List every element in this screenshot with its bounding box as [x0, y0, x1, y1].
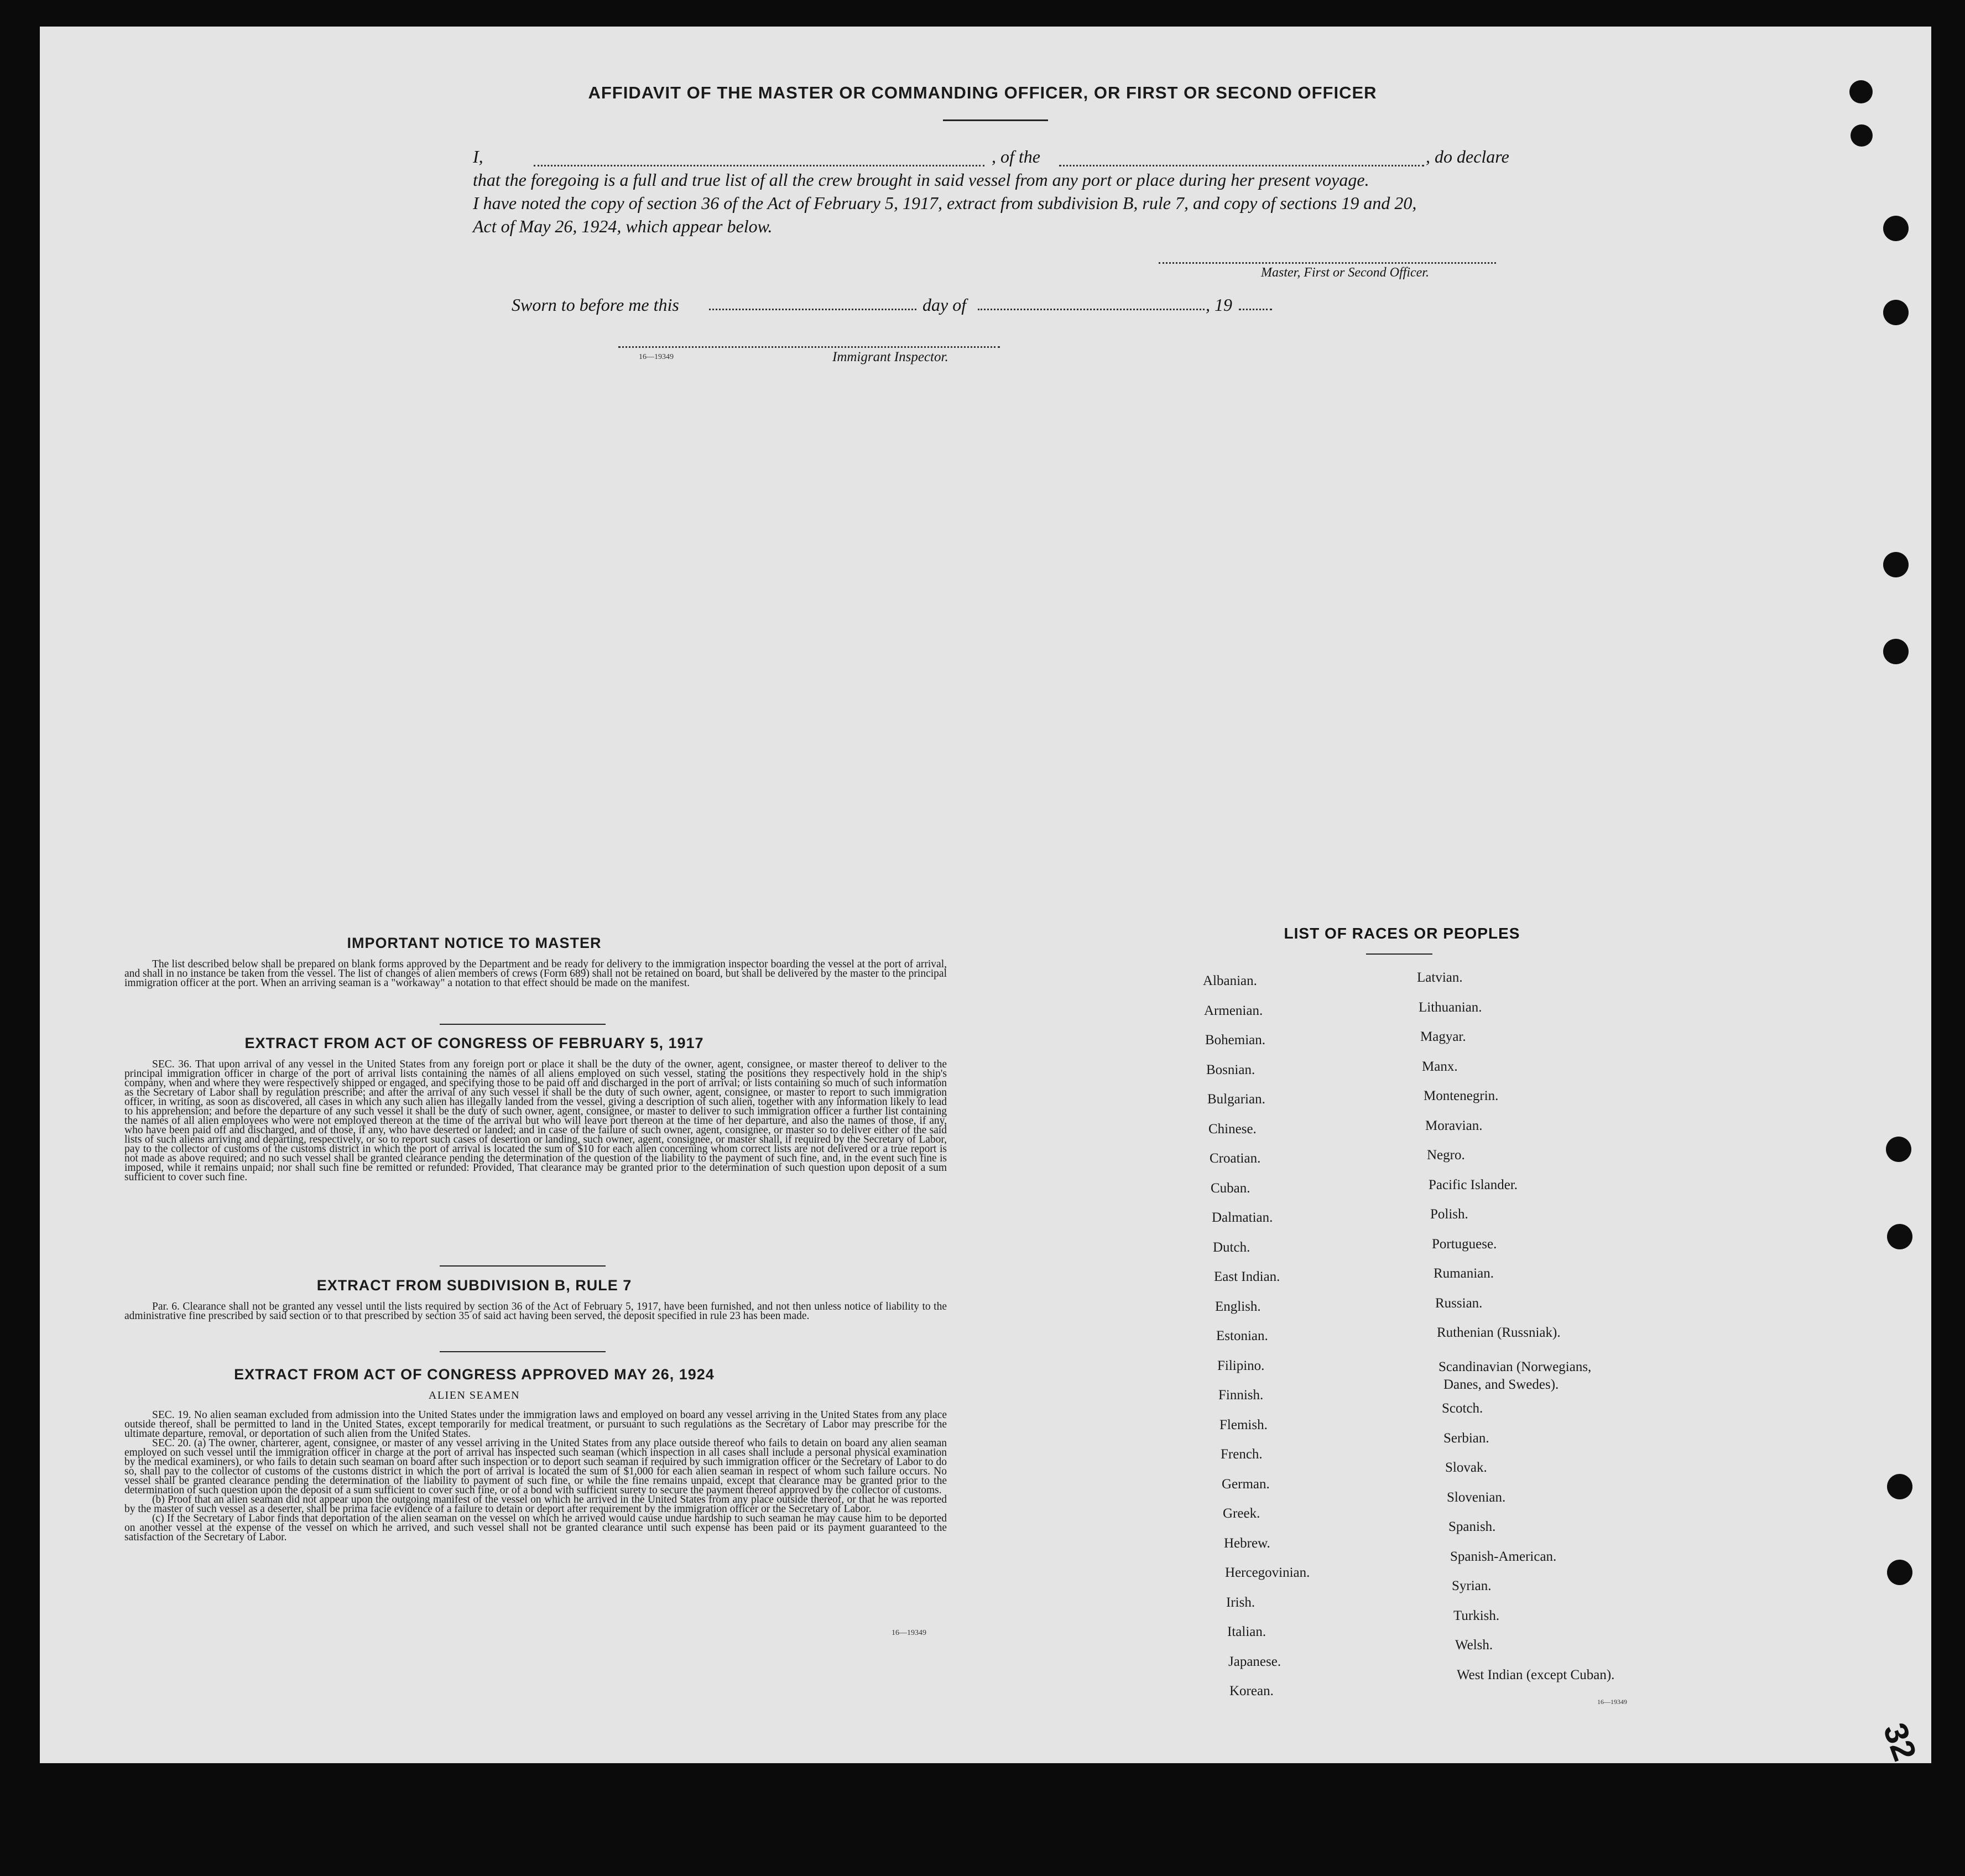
- sworn-day-field[interactable]: [709, 309, 916, 310]
- extract-1924-text: [124, 1410, 947, 1542]
- sec-36-paragraph: SEC. 36. That upon arrival of any vessel in the United States from any foreign port or place it shall be the duty of the owner, agent, consignee, or master thereof to deliver to the principal immigration officer in charge of the port of arrival lists containing the names of all aliens employed on such vessel, stating the positions they respectively hold in the ship's company, when and where they were respectively shipped or engaged, and specifying those to be paid off and discharged in the port of arrival; or lists containing so much of such information as the Secretary of Labor shall by regulation prescribe; and after the arrival of any such vessel it shall be the duty of such owner, agent, consignee, or master to report to such immigration officer, in writing, as soon as discovered, all cases in which any such alien has illegally landed from the vessel, giving a description of such alien, together with any information likely to lead to his apprehension; and before the departure of any such vessel it shall be the duty of such owner, agent, consignee, or master to deliver to such immigration officer a further list containing the names of all alien employees who were not employed thereon at the time of the arrival but who will leave port thereon at the time of her departure, and also the names of those, if any, who have been paid off and discharged, and of those, if any, who have deserted or landed; and in case of the failure of such owner, agent, consignee, or master so to deliver either of the said lists of such aliens arriving and departing, respectively, or so to report such cases of desertion or landing, such owner, agent, consignee, or master shall, if required by the Secretary of Labor, pay to the collector of customs of the customs district in which the port of arrival is located the sum of $10 for each alien concerning whom correct lists are not delivered or a true report is not made as above required; and no such vessel shall be granted clearance pending the determination of the question of the liability to the payment of such fine, and, in the event such fine is imposed, while it remains unpaid; nor shall such fine be remitted or refunded: Provided, That clearance may be granted prior to the determination of such question upon deposit of a sum sufficient to cover such fine.: [124, 1059, 947, 1183]
- punch-hole: [1883, 552, 1909, 577]
- sworn-month-field[interactable]: [978, 309, 1205, 310]
- notice-paragraph: The list described below shall be prepared on blank forms approved by the Department and be ready for delivery to the immigration inspector boarding the vessel at the port of arrival, and shall in no instance be taken from the vessel. The list of changes of alien members of crews (Form 689) shall not be retained on board, but shall be delivered by the master to the principal immigration officer at the port. When an arriving seaman is a "workaway" a notation to that effect should be made on the manifest.: [124, 958, 947, 989]
- sec-20a-paragraph: SEC. 20. (a) The owner, charterer, agent, consignee, or master of any vessel arriving in the United States from any place outside thereof who fails to detain on board any alien seaman employed on such vessel until the immigration officer in charge at the port of arrival has inspected such seaman (which inspection in all cases shall include a personal physical examination by the medical examiners), or who fails to detain such seaman on board after such inspection or to deport such seaman if required by such immigration officer or the Secretary of Labor to do so, shall pay to the collector of customs of the customs district in which the port of arrival is located the sum of $1,000 for each alien seaman in respect of whom such failure occurs. No vessel shall be granted clearance pending the determination of the liability to payment of such fine, or while the fine remains unpaid, except that clearance may be granted prior to the determination of such question upon the deposit of a sum sufficient to cover such fine, or of a bond with sufficient surety to secure the payment thereof approved by the collector of customs.: [124, 1437, 947, 1496]
- race-item: Latvian.: [1417, 970, 1463, 985]
- race-item: Russian.: [1435, 1296, 1483, 1311]
- race-item: Croatian.: [1210, 1151, 1261, 1166]
- race-item: Bulgarian.: [1207, 1092, 1265, 1107]
- of-the-label: , of the: [992, 147, 1040, 166]
- inspector-label: Immigrant Inspector.: [832, 350, 948, 364]
- race-item: East Indian.: [1214, 1269, 1280, 1284]
- par-6-paragraph: Par. 6. Clearance shall not be granted any vessel until the lists required by section 36 of the Act of February 5, 1917, have been furnished, and not then unless notice of liability to the administrative fine prescribed by said section or to that prescribed by section 35 of said act having been served, the deposit specified in rule 23 has been made.: [124, 1301, 947, 1322]
- race-item: Albanian.: [1203, 973, 1257, 988]
- declaration-line-4: Act of May 26, 1924, which appear below.: [473, 216, 773, 236]
- extract-1917-title: EXTRACT FROM ACT OF CONGRESS OF FEBRUARY 5, 1917: [244, 1035, 704, 1051]
- race-item: Turkish.: [1453, 1608, 1500, 1623]
- race-item: Slovak.: [1445, 1460, 1487, 1475]
- race-item: Portuguese.: [1432, 1237, 1497, 1252]
- race-item: Dalmatian.: [1212, 1210, 1273, 1225]
- vessel-field[interactable]: [1059, 165, 1424, 166]
- race-item: Rumanian.: [1434, 1266, 1494, 1281]
- race-item: Manx.: [1422, 1059, 1458, 1074]
- race-item: Korean.: [1229, 1684, 1274, 1698]
- inspector-signature-field[interactable]: [618, 346, 1000, 348]
- name-field[interactable]: [534, 165, 984, 166]
- races-title-underline: [1366, 953, 1432, 955]
- race-item: Greek.: [1223, 1506, 1260, 1521]
- race-item: Chinese.: [1208, 1122, 1257, 1137]
- races-title: LIST OF RACES OR PEOPLES: [1284, 925, 1520, 942]
- title-underline: [943, 119, 1048, 121]
- punch-hole: [1887, 1474, 1912, 1499]
- race-item: Bohemian.: [1205, 1033, 1266, 1048]
- race-item: Ruthenian (Russniak).: [1437, 1325, 1561, 1340]
- divider: [440, 1265, 606, 1267]
- sworn-label: Sworn to before me this: [512, 295, 679, 315]
- day-of-label: day of: [922, 295, 967, 315]
- sec-20c-paragraph: (c) If the Secretary of Labor finds that deportation of the alien seaman on the vessel on which he arrived would cause undue hardship to such seaman he may cause him to be deported on another vessel at the expense of the vessel on which he arrived, and such vessel shall not be granted clearance until such expense has been paid or its payment guaranteed to the satisfaction of the Secretary of Labor.: [124, 1513, 947, 1543]
- race-item: Syrian.: [1452, 1578, 1492, 1593]
- race-item: Armenian.: [1204, 1003, 1263, 1018]
- master-signature-field[interactable]: [1159, 262, 1496, 264]
- year-field[interactable]: [1239, 309, 1272, 310]
- race-item: Scotch.: [1442, 1401, 1483, 1416]
- punch-hole: [1883, 639, 1909, 664]
- race-item: Hercegovinian.: [1225, 1565, 1310, 1580]
- form-number: 16—19349: [639, 353, 674, 361]
- alien-seamen-subtitle: ALIEN SEAMEN: [428, 1389, 520, 1401]
- declaration-line-3: I have noted the copy of section 36 of the Act of February 5, 1917, extract from subdivision B, rule 7, and copy of sections 19 and 20,: [473, 193, 1417, 213]
- race-item: Polish.: [1430, 1207, 1468, 1222]
- race-item: Finnish.: [1218, 1388, 1264, 1403]
- race-item: Japanese.: [1228, 1654, 1281, 1669]
- race-item: West Indian (except Cuban).: [1457, 1667, 1615, 1682]
- race-item: Magyar.: [1420, 1029, 1466, 1044]
- page-number: 32: [1876, 1718, 1924, 1766]
- race-item: Slovenian.: [1447, 1490, 1506, 1505]
- sec-20b-paragraph: (b) Proof that an alien seaman did not appear upon the outgoing manifest of the vessel on which he arrived in the United States from any place outside thereof, or that he was reported by the master of such vessel as a deserter, shall be prima facie evidence of a failure to detain or deport after requirement by the immigration officer or the Secretary of Labor.: [124, 1494, 947, 1515]
- extract-rule7-text: [124, 1302, 947, 1321]
- divider: [440, 1351, 606, 1352]
- race-item: Montenegrin.: [1424, 1088, 1499, 1103]
- race-item: Filipino.: [1217, 1358, 1265, 1373]
- punch-hole: [1883, 216, 1909, 241]
- extract-1924-title: EXTRACT FROM ACT OF CONGRESS APPROVED MAY 26, 1924: [234, 1366, 715, 1383]
- race-item: Spanish-American.: [1450, 1549, 1557, 1564]
- race-item: Estonian.: [1216, 1328, 1268, 1343]
- punch-hole: [1851, 124, 1873, 147]
- race-item: Danes, and Swedes).: [1443, 1377, 1559, 1392]
- race-item: Lithuanian.: [1419, 1000, 1482, 1015]
- extract-1917-text: [124, 1060, 947, 1182]
- race-item: Scandinavian (Norwegians,: [1438, 1359, 1592, 1374]
- race-item: Hebrew.: [1224, 1536, 1270, 1551]
- race-item: Spanish.: [1448, 1519, 1496, 1534]
- year-label: , 19: [1206, 295, 1232, 315]
- punch-hole: [1886, 1137, 1911, 1162]
- race-item: Italian.: [1227, 1624, 1266, 1639]
- race-item: Moravian.: [1425, 1118, 1483, 1133]
- form-number: 16—19349: [1597, 1698, 1627, 1706]
- punch-hole: [1887, 1560, 1912, 1585]
- declaration-line-2: that the foregoing is a full and true list of all the crew brought in said vessel from any port or place during her present voyage.: [473, 170, 1369, 190]
- race-item: Irish.: [1226, 1595, 1255, 1610]
- race-item: Bosnian.: [1206, 1062, 1255, 1077]
- divider: [440, 1024, 606, 1025]
- race-item: French.: [1221, 1447, 1263, 1462]
- race-item: Dutch.: [1213, 1240, 1250, 1255]
- affidavit-title: AFFIDAVIT OF THE MASTER OR COMMANDING OFFICER, OR FIRST OR SECOND OFFICER: [588, 83, 1377, 102]
- master-signature-label: Master, First or Second Officer.: [1261, 265, 1429, 280]
- sec-19-paragraph: SEC. 19. No alien seaman excluded from admission into the United States under the immigration laws and employed on board any vessel arriving in the United States from any place outside thereof, shall be permitted to land in the United States, except temporarily for medical treatment, or pursuant to such regulations as the Secretary of Labor may prescribe for the ultimate departure, removal, or deportation of such alien from the United States.: [124, 1409, 947, 1440]
- form-number: 16—19349: [892, 1629, 926, 1637]
- i-label: I,: [473, 147, 483, 166]
- race-item: Serbian.: [1443, 1431, 1489, 1446]
- extract-rule7-title: EXTRACT FROM SUBDIVISION B, RULE 7: [316, 1277, 632, 1294]
- race-item: English.: [1215, 1299, 1261, 1314]
- notice-text: [124, 960, 947, 988]
- race-item: Flemish.: [1219, 1418, 1268, 1432]
- do-declare-label: , do declare: [1426, 147, 1509, 166]
- punch-hole: [1887, 1224, 1912, 1249]
- race-item: Negro.: [1427, 1148, 1465, 1163]
- race-item: Pacific Islander.: [1429, 1177, 1518, 1192]
- race-item: German.: [1222, 1477, 1270, 1492]
- race-item: Cuban.: [1211, 1181, 1250, 1196]
- notice-title: IMPORTANT NOTICE TO MASTER: [347, 935, 602, 951]
- punch-hole: [1883, 300, 1909, 325]
- race-item: Welsh.: [1455, 1638, 1493, 1653]
